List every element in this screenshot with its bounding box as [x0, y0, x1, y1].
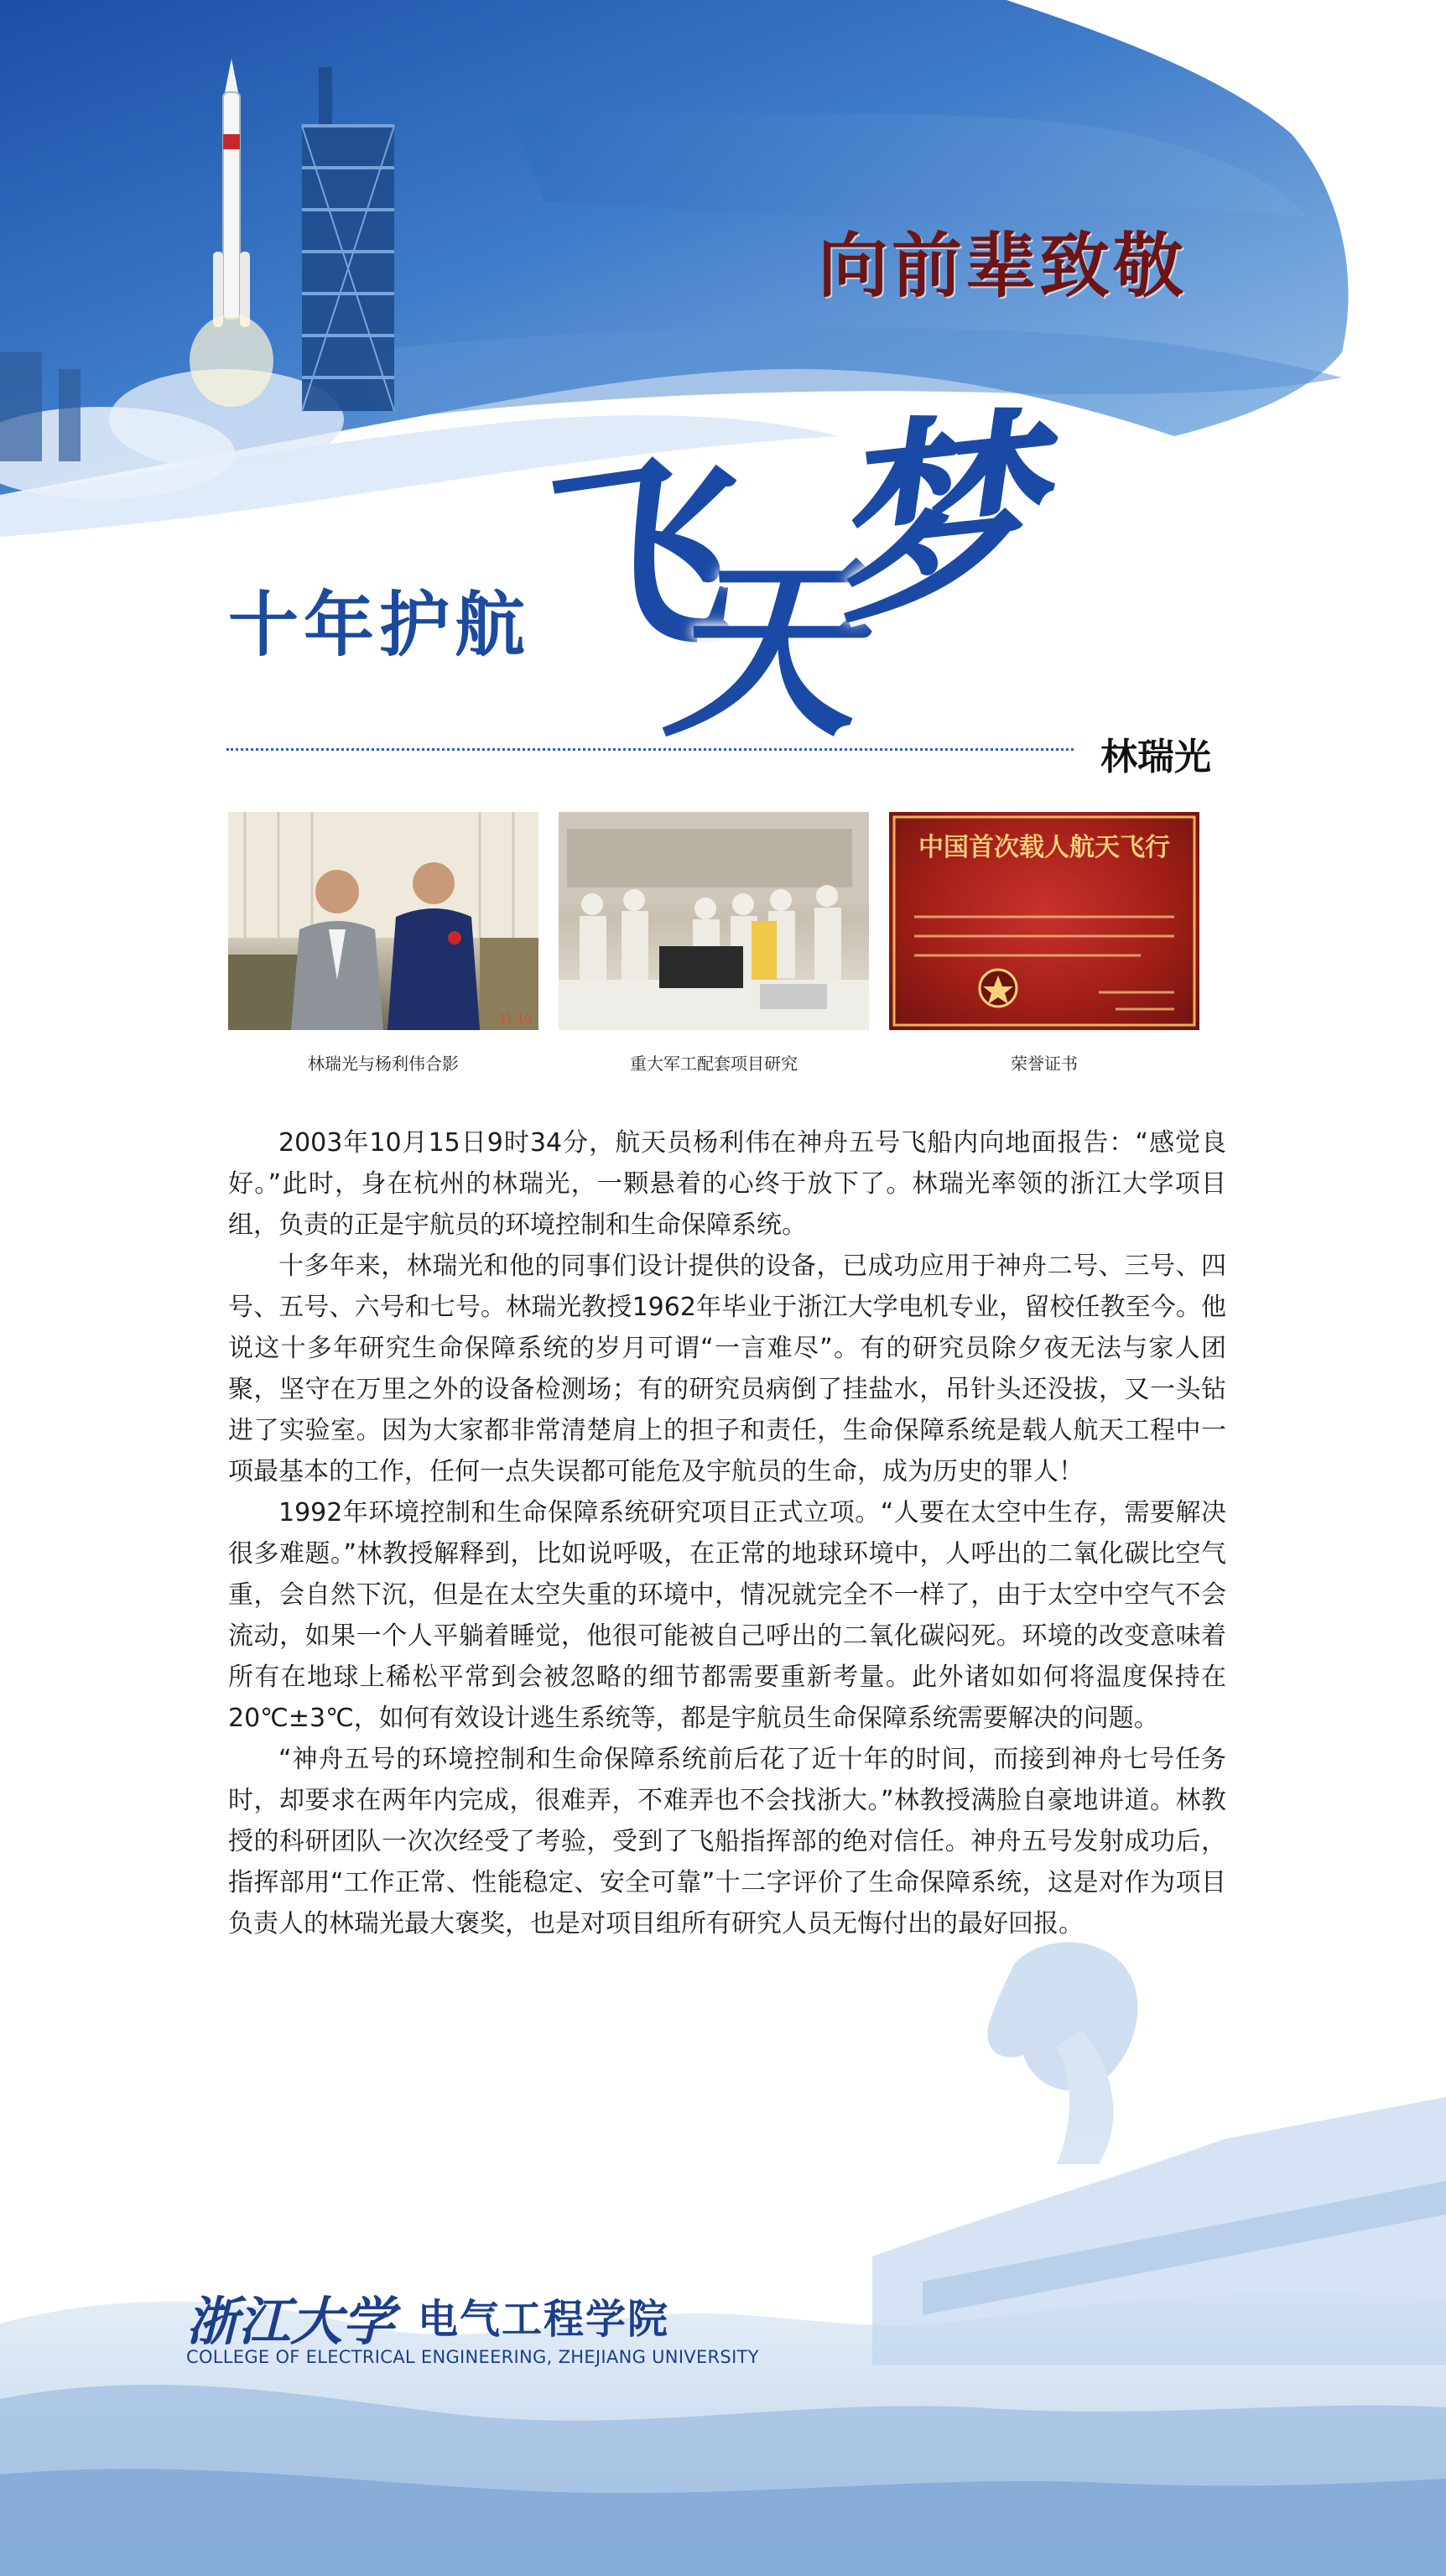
paragraph-3: 1992年环境控制和生命保障系统研究项目正式立项。“人要在太空中生存，需要解决很多难题。”林教授解释到，比如说呼吸，在正常的地球环境中，人呼出的二氧化碳比空气重，会自然下沉，但是在太空失重的环境中，情况就完全不一样了，由于太空中空气不会流动，如果一个人平躺着睡觉，他很可能被自己呼出的二氧化碳闷死。环境的改变意味着所有在地球上稀松平常到会被忽略的细节都需要重新考量。此外诸如如何将温度保持在20℃±3℃，如何有效设计逃生系统等，都是宇航员生命保障系统需要解决的问题。 — [228, 1498, 1226, 1733]
paragraph-4: “神舟五号的环境控制和生命保障系统前后花了近十年的时间，而接到神舟七号任务时，却要求在两年内完成，很难弄，不难弄也不会找浙大。”林教授满脸自豪地讲道。林教授的科研团队一次次经受了考验，受到了飞船指挥部的绝对信任。神舟五号发射成功后，指挥部用“工作正常、性能稳定、安全可靠”十二字评价了生命保障系统，这是对作为项目负责人的林瑞光最大褒奖，也是对项目组所有研究人员无悔付出的最好回报。 — [228, 1745, 1226, 1939]
tribute-title: 向前辈致敬 — [818, 224, 1188, 307]
mountain-roof-background — [0, 1929, 1446, 2576]
dotted-divider — [226, 748, 1074, 751]
bird-sculpture-icon — [987, 1942, 1137, 2164]
dream-title-char-1: 飞 — [497, 424, 741, 699]
dream-title-char-2: 天 — [663, 537, 856, 763]
sky-brush-background — [0, 0, 1446, 537]
certificate-illustration — [889, 812, 1199, 1030]
photo-caption-2: 重大军工配套项目研究 — [630, 1054, 798, 1074]
certificate-heading: 中国首次载人航天飞行 — [918, 833, 1170, 862]
school-name: 电气工程学院 — [418, 2296, 670, 2343]
paragraph-1: 2003年10月15日9时34分，航天员杨利伟在神舟五号飞船内向地面报告：“感觉良好。”此时，身在杭州的林瑞光，一颗悬着的心终于放下了。林瑞光率领的浙江大学项目组，负责的正是宇航员的环境控制和生命保障系统。 — [228, 1128, 1226, 1240]
photo-caption-3: 荣誉证书 — [1011, 1054, 1078, 1074]
article-body — [228, 1122, 1226, 1944]
photo-lab-illustration — [559, 812, 869, 1030]
photo-date-stamp: 31 10 — [498, 1013, 533, 1027]
author-name: 林瑞光 — [1100, 736, 1211, 778]
decade-title: 十年护航 — [228, 584, 531, 666]
photo-portrait-illustration — [228, 812, 538, 1030]
photo-lab-research — [559, 812, 869, 1030]
photo-caption-1: 林瑞光与杨利伟合影 — [308, 1054, 459, 1074]
photo-lin-and-yang — [228, 812, 538, 1030]
dream-title-char-3: 梦 — [815, 386, 1050, 654]
paragraph-2: 十多年来，林瑞光和他的同事们设计提供的设备，已成功应用于神舟二号、三号、四号、五号、六号和七号。林瑞光教授1962年毕业于浙江大学电机专业，留校任教至今。他说这十多年研究生命保障系统的岁月可谓“一言难尽”。有的研究员除夕夜无法与家人团聚，坚守在万里之外的设备检测场；有的研究员病倒了挂盐水，吊针头还没拔，又一头钻进了实验室。因为大家都非常清楚肩上的担子和责任，生命保障系统是载人航天工程中一项最基本的工作，任何一点失误都可能危及宇航员的生命，成为历史的罪人！ — [228, 1252, 1226, 1486]
photo-honor-certificate — [889, 812, 1199, 1030]
university-logo-script: 浙江大学 — [186, 2291, 395, 2352]
school-name-english: COLLEGE OF ELECTRICAL ENGINEERING, ZHEJIANG UNIVERSITY — [186, 2347, 759, 2367]
